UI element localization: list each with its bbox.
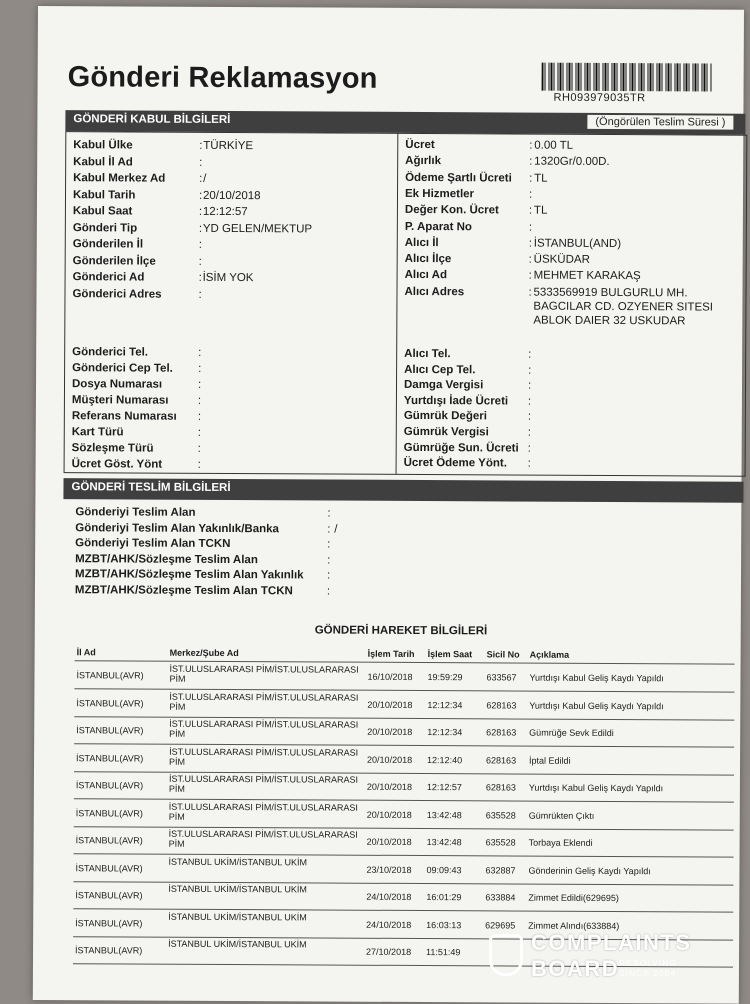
field-colon: : — [197, 458, 201, 471]
table-cell: Yurtdışı Kabul Geliş Kaydı Yapıldı — [529, 672, 664, 684]
field-value: 0.00 TL — [534, 139, 574, 152]
recipient-address — [533, 286, 713, 329]
table-cell: İSTANBUL(AVR) — [75, 780, 144, 791]
table-cell: İSTANBUL(AVR) — [75, 945, 143, 956]
delivery-field-label: Gönderiyi Teslim Alan — [75, 506, 196, 519]
field-colon: : — [198, 255, 202, 268]
field-label: Gönderici Cep Tel. — [72, 362, 173, 375]
field-colon: : — [326, 585, 331, 598]
field-colon: : — [198, 222, 203, 235]
field-label: Alıcı Cep Tel. — [404, 363, 476, 376]
field-colon: : — [528, 221, 533, 234]
watermark-line1: COMPLAINTS — [531, 930, 692, 955]
field-label: Kart Türü — [71, 426, 124, 439]
field-label: Ücret Ödeme Yönt. — [403, 457, 507, 470]
field-colon: : — [527, 426, 532, 439]
field-value: TL — [534, 172, 548, 185]
table-cell: 24/10/2018 — [366, 891, 412, 902]
document-title: Gönderi Reklamasyon — [67, 61, 378, 95]
table-cell: Gümrüğe Sevk Edildi — [529, 727, 614, 739]
field-label: Kabul Ülke — [73, 139, 133, 152]
table-cell: İST.ULUSLARARASI PİM/İST.ULUSLARARASI PİM — [168, 773, 359, 794]
table-cell: İSTANBUL(AVR) — [76, 725, 144, 736]
column-header: Merkez/Şube Ad — [169, 647, 239, 659]
table-cell: 20/10/2018 — [366, 781, 412, 792]
table-cell: İST.ULUSLARARASI PİM/İST.ULUSLARARASI PİM — [168, 828, 358, 849]
table-cell: İSTANBUL(AVR) — [75, 917, 143, 929]
field-label: Gönderici Adres — [72, 287, 162, 301]
field-value: MEHMET KARAKAŞ — [533, 269, 641, 283]
column-header: İl Ad — [76, 647, 96, 658]
field-value: YD GELEN/MEKTUP — [202, 222, 313, 235]
delivery-field-label: Gönderiyi Teslim Alan TCKN — [75, 537, 231, 551]
field-colon: : — [527, 442, 531, 455]
field-label: Gönderilen İl — [72, 238, 144, 251]
table-cell: 16:01:29 — [426, 892, 462, 903]
field-label: Ücret Göst. Yönt — [71, 458, 163, 471]
delivery-field-label: MZBT/AHK/Sözleşme Teslim Alan — [75, 552, 258, 566]
field-label: Ücret — [405, 138, 435, 152]
kabul-section-title: GÖNDERİ KABUL BİLGİLERİ — [73, 113, 231, 127]
delivery-field-label: MZBT/AHK/Sözleşme Teslim Alan Yakınlık — [74, 568, 304, 582]
complaints-board-watermark — [487, 930, 707, 986]
table-cell: 16:03:13 — [426, 919, 462, 930]
field-value: TÜRKİYE — [203, 139, 254, 153]
field-value: TL — [533, 204, 548, 217]
field-colon: : — [198, 189, 203, 202]
table-cell: 12:12:57 — [426, 782, 462, 793]
field-colon: : — [197, 442, 201, 455]
field-label: Alıcı İl — [404, 236, 439, 249]
watermark-tagline-1: RESOLVING — [619, 958, 677, 968]
document-page — [33, 6, 744, 1004]
field-colon: : — [198, 288, 202, 301]
field-colon: : — [529, 172, 533, 185]
table-cell: İSTANBUL(AVR) — [75, 807, 143, 819]
table-cell: Torbaya Eklendi — [528, 837, 593, 848]
table-cell: 20/10/2018 — [367, 754, 413, 765]
table-cell: 629695 — [485, 919, 516, 931]
field-label: Ödeme Şartlı Ücreti — [405, 171, 512, 185]
field-colon: : — [527, 379, 532, 392]
table-cell: Zimmet Edildi(629695) — [528, 892, 619, 904]
table-cell: 12:12:40 — [427, 754, 463, 765]
field-label: Sözleşme Türü — [71, 442, 154, 455]
table-cell: İST.ULUSLARARASI PİM/İST.ULUSLARARASI PİM — [169, 718, 359, 739]
table-cell: İSTANBUL(AVR) — [75, 862, 143, 874]
table-cell: 20/10/2018 — [367, 726, 413, 737]
field-label: Kabul Merkez Ad — [73, 172, 166, 185]
table-cell: 12:12:34 — [427, 727, 463, 738]
table-cell: İST.ULUSLARARASI PİM/İST.ULUSLARARASI PİM — [169, 663, 359, 684]
field-label: Alıcı Tel. — [404, 347, 451, 361]
column-header: İşlem Saat — [427, 649, 473, 660]
field-colon: : — [529, 139, 533, 152]
field-colon: : — [197, 394, 202, 407]
field-colon: : — [199, 172, 203, 185]
column-header: Sicil No — [486, 649, 520, 660]
table-cell: Yurtdışı Kabul Geliş Kaydı Yapıldı — [529, 700, 664, 711]
delivery-field-label: MZBT/AHK/Sözleşme Teslim Alan TCKN — [74, 583, 293, 597]
table-cell: 24/10/2018 — [366, 919, 412, 930]
address-line: 5333569919 BULGURLU MH. — [533, 286, 688, 300]
watermark-tagline — [619, 958, 677, 978]
field-value: ÜSKÜDAR — [533, 253, 590, 266]
table-cell: 19:59:29 — [427, 672, 463, 683]
field-colon: : — [198, 346, 202, 359]
table-cell: 23/10/2018 — [366, 864, 412, 875]
table-cell: 27/10/2018 — [366, 946, 412, 957]
table-cell: 628163 — [486, 754, 517, 766]
table-cell: 09:09:43 — [426, 864, 462, 875]
table-cell: İSTANBUL(AVR) — [76, 752, 144, 764]
table-cell: İptal Edildi — [529, 755, 571, 766]
table-cell: 11:51:49 — [426, 947, 461, 958]
table-cell: İSTANBUL UKİM/İSTANBUL UKİM — [168, 911, 307, 922]
field-colon: : — [528, 348, 532, 361]
field-value: / — [203, 172, 207, 185]
field-colon: : — [197, 410, 202, 423]
field-colon: : — [198, 362, 202, 375]
table-cell: Gümrükten Çıktı — [528, 810, 595, 821]
field-label: Kabul İl Ad — [73, 155, 133, 168]
table-cell: 13:42:48 — [426, 837, 462, 848]
table-cell: İSTANBUL(AVR) — [75, 835, 143, 846]
field-colon: : — [199, 139, 203, 152]
field-colon: : — [327, 507, 331, 520]
watermark-tagline-2: SINCE 2004 — [619, 968, 677, 978]
field-colon: : — [197, 378, 202, 391]
delivery-field-value: / — [334, 523, 338, 536]
table-cell: 628163 — [486, 727, 517, 738]
field-colon: : — [198, 238, 202, 251]
table-cell: İSTANBUL UKİM/İSTANBUL UKİM — [168, 938, 307, 950]
field-label: Müşteri Numarası — [71, 394, 169, 407]
field-colon: : — [528, 253, 532, 266]
table-cell: İSTANBUL UKİM/İSTANBUL UKİM — [168, 856, 308, 867]
table-cell: İST.ULUSLARARASI PİM/İST.ULUSLARARASI PİM — [168, 801, 358, 822]
field-label: Alıcı İlçe — [404, 253, 452, 266]
table-cell: 633884 — [485, 892, 516, 903]
field-label: Gönderici Tel. — [72, 346, 149, 359]
field-label: Gönderi Tip — [72, 221, 138, 235]
hareket-section-title: GÖNDERİ HAREKET BİLGİLERİ — [314, 624, 488, 638]
field-label: Alıcı Adres — [404, 285, 465, 298]
field-colon: : — [327, 538, 331, 551]
table-cell: Gönderinin Geliş Kaydı Yapıldı — [528, 865, 651, 876]
field-colon: : — [528, 286, 532, 299]
column-header: Açıklama — [529, 649, 570, 660]
field-colon: : — [528, 364, 532, 377]
table-cell: İSTANBUL(AVR) — [76, 670, 144, 681]
field-label: Gümrüğe Sun. Ücreti — [403, 441, 519, 455]
field-colon: : — [199, 156, 203, 169]
field-label: Kabul Saat — [72, 205, 133, 218]
delivery-field-label: Gönderiyi Teslim Alan Yakınlık/Banka — [75, 521, 279, 535]
field-label: Referans Numarası — [71, 410, 177, 423]
field-value: 1320Gr/0.00D. — [534, 155, 610, 169]
field-label: Dosya Numarası — [71, 378, 163, 391]
table-cell: 20/10/2018 — [366, 836, 412, 847]
table-cell: Zimmet Alındı(633884) — [528, 920, 620, 931]
field-label: Gönderici Ad — [72, 271, 145, 284]
field-colon: : — [197, 426, 202, 439]
table-cell: 20/10/2018 — [367, 699, 413, 710]
table-cell: 635528 — [485, 809, 516, 821]
field-colon: : — [198, 271, 202, 284]
field-colon: : — [527, 410, 532, 423]
teslim-section-title: GÖNDERİ TESLİM BİLGİLERİ — [71, 481, 231, 495]
field-colon: : — [529, 155, 533, 168]
barcode — [542, 63, 712, 92]
field-value: 20/10/2018 — [202, 189, 261, 202]
address-line: ABLOK DAIER 32 USKUDAR — [533, 314, 686, 328]
table-cell: 633567 — [486, 672, 517, 683]
table-cell: 12:12:34 — [427, 699, 463, 710]
table-cell: 628163 — [486, 699, 517, 711]
field-label: Yurtdışı İade Ücreti — [403, 394, 509, 408]
watermark-line2: BOARD — [531, 956, 620, 981]
field-colon: : — [198, 205, 203, 218]
field-colon: : — [528, 188, 533, 201]
table-cell: İST.ULUSLARARASI PİM/İST.ULUSLARARASI PİM — [169, 691, 359, 712]
field-value: İSTANBUL(AND) — [533, 237, 622, 250]
field-label: Alıcı Ad — [404, 269, 448, 282]
table-cell: İSTANBUL UKİM/İSTANBUL UKİM — [168, 883, 307, 895]
field-colon: : — [327, 554, 331, 567]
shield-icon — [489, 934, 523, 976]
field-label: P. Aparat No — [404, 220, 472, 233]
field-colon: : — [327, 523, 331, 536]
field-colon: : — [528, 237, 532, 250]
column-header: İşlem Tarih — [367, 648, 415, 659]
field-colon: : — [527, 395, 532, 408]
field-label: Gümrük Vergisi — [403, 425, 489, 439]
address-line: BAGCILAR CD. OZYENER SITESI — [533, 300, 714, 314]
field-label: Ağırlık — [405, 155, 442, 168]
teslim-section-header — [63, 478, 743, 503]
table-cell: 632887 — [485, 864, 516, 876]
field-label: Gönderilen İlçe — [72, 254, 156, 268]
table-cell: 20/10/2018 — [366, 809, 412, 820]
field-colon: : — [527, 457, 531, 470]
field-label: Değer Kon. Ücret — [404, 204, 499, 217]
field-value: 12:12:57 — [202, 205, 248, 219]
field-label: Kabul Tarih — [72, 188, 136, 202]
barcode-number: RH093979035TR — [553, 91, 646, 105]
table-cell: Yurtdışı Kabul Geliş Kaydı Yapıldı — [528, 782, 664, 794]
table-cell: İSTANBUL(AVR) — [75, 890, 143, 901]
delivery-time-note: (Öngörülen Teslim Süresi ) — [587, 115, 733, 130]
table-cell: 13:42:48 — [426, 809, 462, 820]
field-colon: : — [326, 569, 331, 582]
field-label: Gümrük Değeri — [403, 410, 487, 423]
field-colon: : — [528, 204, 533, 217]
table-cell: İSTANBUL(AVR) — [76, 697, 144, 709]
table-cell: İST.ULUSLARARASI PİM/İST.ULUSLARARASI PİM — [169, 746, 359, 767]
field-value: İSİM YOK — [202, 271, 254, 285]
table-cell: 635528 — [485, 837, 516, 848]
field-label: Ek Hizmetler — [404, 187, 475, 201]
field-colon: : — [528, 269, 532, 282]
field-label: Damga Vergisi — [403, 379, 484, 392]
table-cell: 16/10/2018 — [367, 671, 413, 682]
table-cell: 628163 — [485, 782, 516, 793]
